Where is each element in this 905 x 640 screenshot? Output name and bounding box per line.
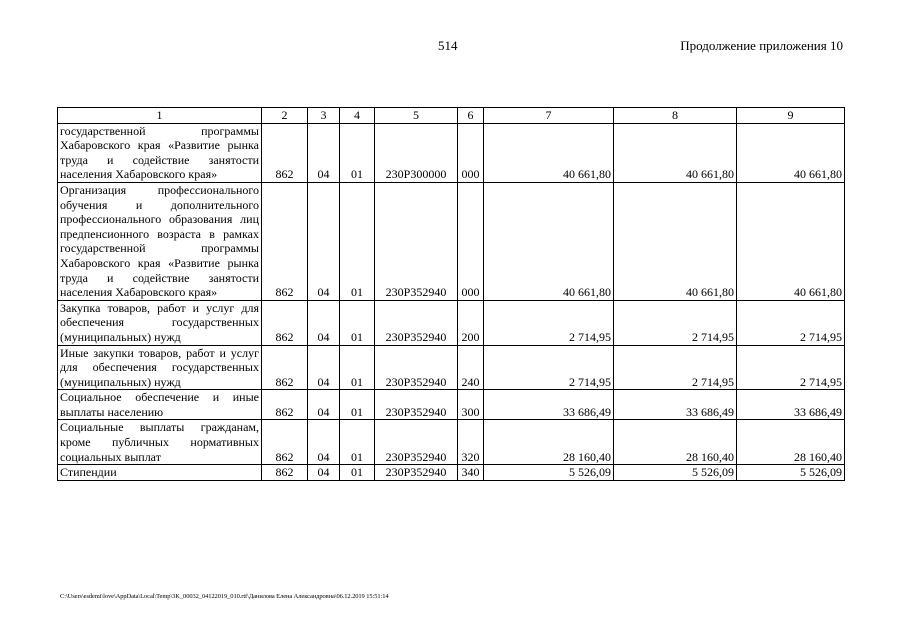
cell-amount: 40 661,80 (614, 123, 737, 182)
cell-ministry: 862 (262, 465, 308, 481)
cell-amount: 28 160,40 (484, 420, 614, 465)
cell-amount: 2 714,95 (614, 300, 737, 345)
cell-ministry: 862 (262, 123, 308, 182)
header-row (58, 108, 845, 124)
row-name: Социальное обеспечение и иные выплаты населению (58, 390, 262, 420)
cell-amount: 5 526,09 (484, 465, 614, 481)
table-row (58, 390, 845, 420)
table-row (58, 182, 845, 300)
cell-amount: 2 714,95 (737, 345, 845, 390)
cell-expense-type: 240 (458, 345, 484, 390)
cell-amount: 40 661,80 (614, 182, 737, 300)
cell-amount: 40 661,80 (484, 123, 614, 182)
column-header: 6 (458, 108, 484, 124)
cell-subsection: 01 (340, 182, 375, 300)
cell-amount: 28 160,40 (737, 420, 845, 465)
cell-subsection: 01 (340, 300, 375, 345)
cell-amount: 28 160,40 (614, 420, 737, 465)
cell-section: 04 (308, 123, 340, 182)
cell-amount: 2 714,95 (614, 345, 737, 390)
cell-ministry: 862 (262, 182, 308, 300)
cell-amount: 40 661,80 (737, 123, 845, 182)
column-header: 4 (340, 108, 375, 124)
cell-target: 230Р300000 (375, 123, 458, 182)
table-header (58, 108, 845, 124)
cell-target: 230Р352940 (375, 390, 458, 420)
table-row (58, 465, 845, 481)
column-header: 9 (737, 108, 845, 124)
cell-section: 04 (308, 345, 340, 390)
cell-subsection: 01 (340, 465, 375, 481)
cell-target: 230Р352940 (375, 300, 458, 345)
cell-target: 230Р352940 (375, 345, 458, 390)
row-name: Социальные выплаты гражданам, кроме публичных нормативных социальных выплат (58, 420, 262, 465)
cell-target: 230Р352940 (375, 420, 458, 465)
row-name: Стипендии (58, 465, 262, 481)
cell-amount: 2 714,95 (484, 345, 614, 390)
cell-expense-type: 340 (458, 465, 484, 481)
budget-table (57, 107, 845, 481)
cell-subsection: 01 (340, 345, 375, 390)
row-name: Закупка товаров, работ и услуг для обеспечения государственных (муниципальных) нужд (58, 300, 262, 345)
cell-section: 04 (308, 465, 340, 481)
cell-amount: 33 686,49 (614, 390, 737, 420)
cell-amount: 5 526,09 (737, 465, 845, 481)
column-header: 5 (375, 108, 458, 124)
column-header: 7 (484, 108, 614, 124)
cell-ministry: 862 (262, 345, 308, 390)
cell-expense-type: 000 (458, 182, 484, 300)
cell-expense-type: 000 (458, 123, 484, 182)
footer-file-path: C:\Users\esdemi\love\AppData\Local\Temp\3K_00032_04122019_010.rtf\Данилова Елена Александровна\06.12.2019 15:51:14 (60, 593, 389, 600)
row-name: государственной программы Хабаровского края «Развитие рынка труда и содействие занятости населения Хабаровского края» (58, 123, 262, 182)
page-number: 514 (438, 38, 458, 53)
cell-section: 04 (308, 300, 340, 345)
cell-subsection: 01 (340, 390, 375, 420)
column-header: 8 (614, 108, 737, 124)
cell-amount: 2 714,95 (737, 300, 845, 345)
cell-expense-type: 200 (458, 300, 484, 345)
cell-amount: 33 686,49 (737, 390, 845, 420)
table-row (58, 420, 845, 465)
row-name: Организация профессионального обучения и дополнительного профессионального образования лиц предпенсионного возраста в рамках государственной программы Хабаровского края «Развитие рынка труда и содействие занятости населения Хабаровского края» (58, 182, 262, 300)
cell-expense-type: 320 (458, 420, 484, 465)
cell-target: 230Р352940 (375, 182, 458, 300)
cell-amount: 2 714,95 (484, 300, 614, 345)
cell-expense-type: 300 (458, 390, 484, 420)
cell-ministry: 862 (262, 300, 308, 345)
column-header: 1 (58, 108, 262, 124)
cell-amount: 40 661,80 (484, 182, 614, 300)
table-row (58, 345, 845, 390)
cell-ministry: 862 (262, 390, 308, 420)
table-row (58, 123, 845, 182)
row-name: Иные закупки товаров, работ и услуг для обеспечения государственных (муниципальных) нужд (58, 345, 262, 390)
cell-target: 230Р352940 (375, 465, 458, 481)
cell-subsection: 01 (340, 420, 375, 465)
column-header: 3 (308, 108, 340, 124)
cell-subsection: 01 (340, 123, 375, 182)
cell-section: 04 (308, 420, 340, 465)
cell-amount: 40 661,80 (737, 182, 845, 300)
cell-section: 04 (308, 390, 340, 420)
table-row (58, 300, 845, 345)
cell-section: 04 (308, 182, 340, 300)
cell-amount: 5 526,09 (614, 465, 737, 481)
cell-ministry: 862 (262, 420, 308, 465)
continuation-label: Продолжение приложения 10 (680, 38, 843, 53)
cell-amount: 33 686,49 (484, 390, 614, 420)
column-header: 2 (262, 108, 308, 124)
